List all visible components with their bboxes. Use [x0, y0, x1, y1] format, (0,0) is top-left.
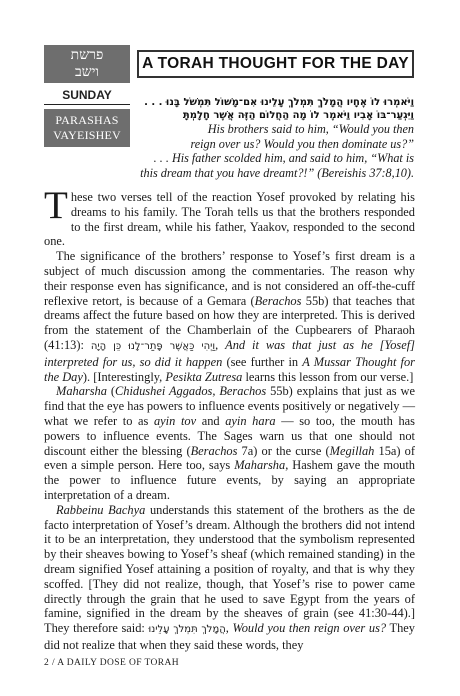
paragraph-4 [44, 503, 415, 653]
english-line1: His brothers said to him, “Would you then [207, 122, 414, 136]
p3-text: 7a) or the curse ( [237, 443, 330, 458]
hebrew-verse-line1: וַיֹּאמְרוּ לוֹ אֶחָיו הֲמָלֹךְ תִּמְלֹךְ עָלֵינוּ אִם־מָשׁוֹל תִּמְשֹׁל בָּנוּ . . . [144, 97, 414, 108]
article-body [44, 184, 416, 653]
day-label: SUNDAY [44, 83, 130, 105]
p2-text: (see further in [222, 354, 303, 369]
p2-text: learns this lesson from our verse.] [242, 369, 414, 384]
p2-italic: , And it was that just as he [Yosef] interpreted for us, so did it happen [44, 337, 415, 369]
page-footer [44, 658, 179, 668]
english-line3: . . . His father scolded him, and said to him, “What is [153, 151, 414, 166]
p3-italic: ayin tov [153, 413, 197, 428]
parashas-line2: VAYEISHEV [53, 128, 121, 142]
english-line2: reign over us? Would you then dominate us?” [190, 136, 414, 151]
p1-text: hese two verses tell of the reaction Yosef provoked by relating his dreams to his family. The Torah tells us that the brothers responded to the first dream, while his father, Yaakov, responded to the second one. [44, 190, 415, 249]
p3-text: ( [106, 384, 116, 399]
parashas-block [44, 109, 130, 147]
p4-text: understands this statement of the brothers as the de facto interpretation of Yosef’s dream. Although the brothers did not intend it to be an interpretation, they understood that the symbolism represented by their sheaves bowing to Yosef’s sheaf (which remained standing) in the dream signified Yosef attaining a position of royalty, and that is why they scoffed. [They did not realize, though, that Yosef’s rise to power came directly through the grain that he used to save Egypt from the years of famine, signified in the dream by the sheaves of grain (see 41:30-44).] They therefore said: [44, 502, 415, 636]
paragraph-3 [44, 384, 415, 502]
p2-hebrew: וַיְהִי כַּאֲשֶׁר פָּתַר־לָנוּ כֵּן הָיָה [90, 340, 216, 352]
parashah-hebrew-line2: וישב [75, 64, 99, 80]
p2-italic: Pesikta Zutresa [165, 369, 243, 384]
drop-cap: T [44, 184, 68, 227]
p3-text: — so too, the mouth has powers to influence events. The Sages warn us that one should not discount either the blessing ( [44, 413, 415, 458]
p3-text: 15a) of even a simple person. Here too, says [44, 443, 415, 473]
english-line4: this dream that you have dreamt?!” (Bereishis 37:8,10). [140, 165, 414, 180]
p4-text: They did not realize that when they said these words, they [44, 621, 415, 652]
paragraph-1 [44, 184, 415, 249]
hebrew-verse-line2: וַיִּגְעַר־בּוֹ אָבִיו וַיֹּאמֶר לוֹ מָה הַחֲלוֹם הַזֶּה אֲשֶׁר חָלָמְתָּ [182, 110, 414, 121]
footer-separator: / [51, 658, 55, 668]
p2-text: ). [Interestingly, [82, 369, 166, 384]
page-title: A TORAH THOUGHT FOR THE DAY [137, 50, 414, 78]
p2-text: 55b) that teaches that dreams affect the future based on how they are interpreted. This is derived from the statement of the Chamberlain of the Cupbearers of Pharaoh (41:13): [44, 293, 415, 352]
parashah-hebrew-block [44, 45, 130, 83]
p3-italic: ayin hara [225, 413, 276, 428]
paragraph-2 [44, 249, 415, 384]
p3-text: 55b) explains that just as we find that the eye has powers to influence events positively or negatively — what we refer to as [44, 384, 415, 428]
page-number: 2 [44, 658, 50, 668]
p2-text: The significance of the brothers’ response to Yosef’s first dream is a subject of much discussion among the commentaries. The reason why their response even has significance, and is not considered an off-the-cuff reflexive retort, is because of a Gemara ( [44, 249, 415, 308]
sidebar-box [44, 45, 130, 147]
p4-italic: Rabbeinu Bachya [56, 502, 146, 517]
p2-italic: A Mussar Thought for the Day [44, 354, 416, 384]
p2-italic: Berachos [254, 293, 302, 308]
p4-italic: , Would you then reign over us? [225, 621, 387, 636]
p3-text: , Hashem gave the mouth the power to influence future events, by saying an appropriate interpretation of a dream. [44, 458, 415, 502]
p4-hebrew: הֲמָלֹךְ תִּמְלֹךְ עָלֵינוּ [148, 624, 226, 636]
parashas-line1: PARASHAS [55, 113, 119, 127]
p3-text: and [196, 413, 226, 428]
book-title: A DAILY DOSE OF TORAH [57, 658, 180, 668]
p3-italic: Maharsha [234, 458, 286, 473]
p3-italic: Megillah [329, 443, 375, 458]
p3-italic: Berachos [190, 443, 238, 458]
p3-italic: Maharsha [56, 384, 107, 399]
parashah-hebrew-line1: פרשת [70, 47, 104, 63]
p3-italic: Chidushei Aggados, Berachos [115, 384, 267, 399]
english-translation [134, 122, 414, 180]
